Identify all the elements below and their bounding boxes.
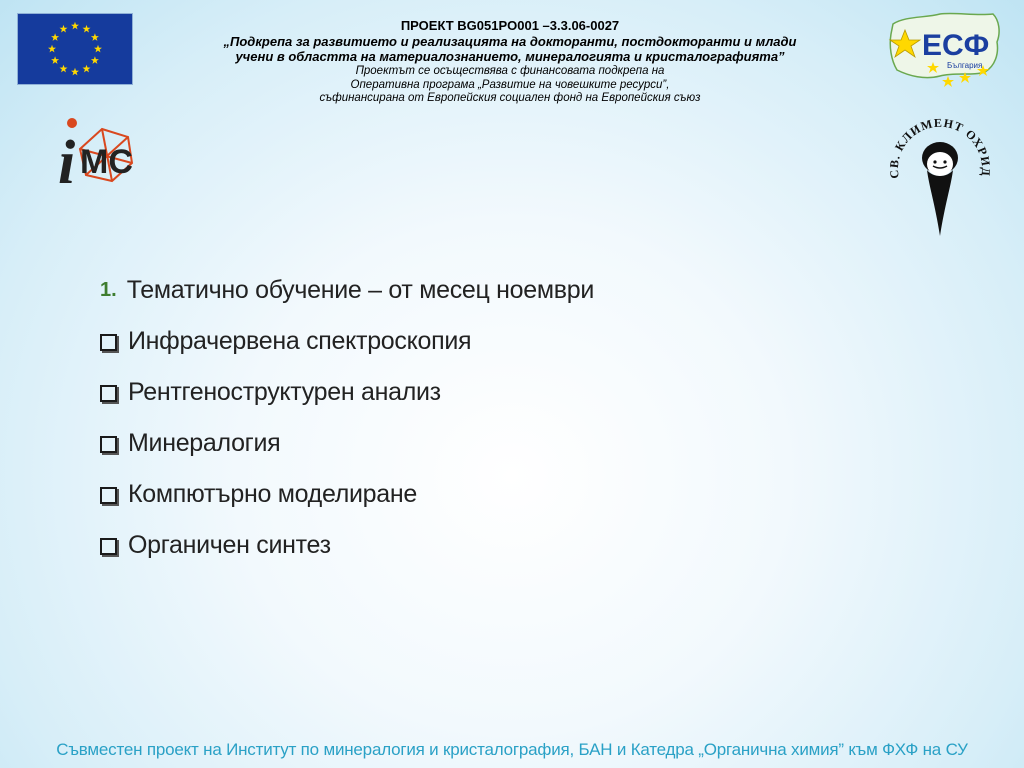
checkbox-bullet-icon xyxy=(100,334,117,351)
eu-star-icon xyxy=(60,65,68,73)
list-item xyxy=(100,316,880,367)
checkbox-bullet-icon xyxy=(100,436,117,453)
list-item xyxy=(100,520,880,571)
su-ring-text: СВ. КЛИМЕНТ ОХРИД xyxy=(886,115,994,180)
checkbox-bullet-icon xyxy=(100,538,117,555)
esf-text: ЕСФ xyxy=(922,29,990,62)
list-item-label: Компютърно моделиране xyxy=(128,480,418,508)
imc-logo xyxy=(50,115,160,200)
eu-stars-icon xyxy=(18,14,132,84)
checkbox-bullet-icon xyxy=(100,385,117,402)
imc-text: MC xyxy=(80,143,133,181)
eu-star-icon xyxy=(60,25,68,33)
project-info-line-1: Проектът се осъществява с финансовата подкрепа на xyxy=(355,64,665,77)
project-code: ПРОЕКТ BG051PO001 –3.3.06-0027 xyxy=(400,18,620,33)
esf-subtext: България xyxy=(947,61,983,70)
list-heading xyxy=(100,265,880,316)
eu-star-icon xyxy=(94,45,102,53)
heading-number: 1. xyxy=(100,279,117,301)
project-title-line-2: учени в областта на материалознанието, минералогията и кристалографията” xyxy=(235,49,785,65)
eu-star-icon xyxy=(51,56,59,64)
project-info-line-3: съфинансирана от Европейския социален фонд на Европейския съюз xyxy=(319,92,701,105)
heading-text: Тематично обучение – от месец ноември xyxy=(126,276,595,304)
list-item xyxy=(100,469,880,520)
eu-star-icon xyxy=(83,25,91,33)
imc-dot-icon xyxy=(67,118,77,128)
saint-portrait-icon xyxy=(922,142,958,236)
eu-star-icon xyxy=(51,33,59,41)
checkbox-bullet-icon xyxy=(100,487,117,504)
project-title-line-1: „Подкрепа за развитието и реализацията на докторанти, постдокторанти и млади xyxy=(223,33,797,49)
project-header xyxy=(160,18,860,106)
list-item-label: Органичен синтез xyxy=(128,531,331,559)
sofia-university-logo xyxy=(885,108,995,243)
footer-text: Съвместен проект на Институт по минералогия и кристалография, БАН и Катедра „Органична химия” към ФХФ на СУ xyxy=(56,740,968,759)
eu-star-icon xyxy=(71,22,79,30)
eu-flag-logo xyxy=(17,13,133,85)
eu-star-icon xyxy=(91,33,99,41)
list-item xyxy=(100,367,880,418)
list-item-label: Рентгеноструктурен анализ xyxy=(128,378,441,406)
list-item-label: Инфрачервена спектроскопия xyxy=(128,327,472,355)
list-item xyxy=(100,418,880,469)
topics-list xyxy=(100,265,880,571)
eu-star-icon xyxy=(91,56,99,64)
eu-star-icon xyxy=(83,65,91,73)
list-item-label: Минералогия xyxy=(128,429,281,457)
esf-logo xyxy=(885,10,1005,90)
eu-star-icon xyxy=(48,45,56,53)
eu-star-icon xyxy=(71,68,79,76)
project-info-line-2: Оперативна програма „Развитие на човешките ресурси”, xyxy=(350,78,670,91)
imc-i-letter: i xyxy=(58,129,76,197)
